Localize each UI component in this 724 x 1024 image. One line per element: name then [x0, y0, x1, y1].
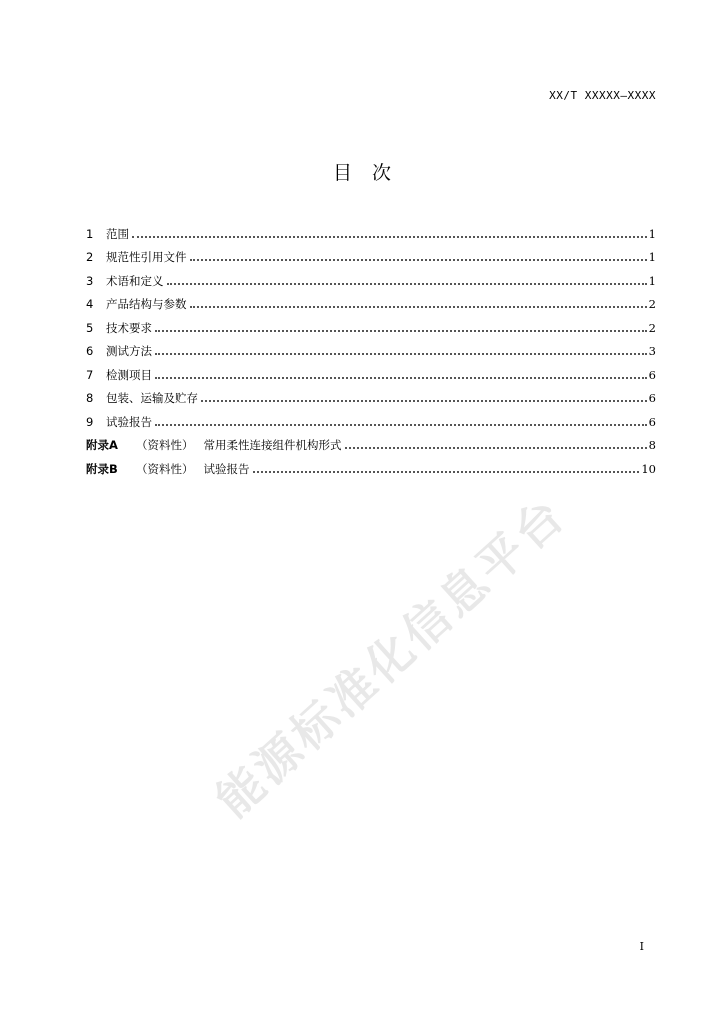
toc-entry-number: 5 — [86, 320, 94, 335]
toc-entry[interactable] — [86, 312, 656, 336]
toc-entry-number: 1 — [86, 226, 94, 241]
annex-type: （资料性） — [136, 438, 194, 452]
annex-label: 试验报告 — [203, 461, 250, 476]
toc-entry-page: 1 — [648, 226, 656, 241]
dot-leader — [155, 424, 647, 426]
toc-entry-page: 2 — [648, 320, 656, 335]
dot-leader — [190, 306, 647, 308]
toc-entry-page: 1 — [648, 250, 656, 264]
toc-entry[interactable] — [86, 406, 656, 430]
dot-leader — [155, 377, 647, 379]
toc-entry-label: 包装、运输及贮存 — [106, 391, 198, 405]
toc-entry-label: 测试方法 — [106, 344, 152, 358]
toc-entry-number: 6 — [86, 344, 94, 358]
toc-entry[interactable] — [86, 359, 656, 383]
toc-entry-number: 7 — [86, 367, 94, 382]
toc-entry-number: 2 — [86, 250, 94, 264]
toc-entry-label: 试验报告 — [106, 414, 152, 429]
toc-entry[interactable] — [86, 289, 656, 313]
toc-entry[interactable] — [86, 242, 656, 266]
toc-entry[interactable] — [86, 336, 656, 360]
toc-title: 目次 — [332, 162, 411, 184]
toc-entry-number: 3 — [86, 273, 94, 288]
dot-leader — [345, 447, 647, 449]
dot-leader — [155, 353, 647, 355]
dot-leader — [190, 259, 647, 261]
toc-entry-label: 技术要求 — [106, 320, 152, 335]
toc-entry-number: 9 — [86, 414, 94, 429]
annex-page: 10 — [641, 461, 656, 476]
annex-number: 附录A — [86, 438, 118, 452]
toc-entry-page: 6 — [648, 367, 656, 382]
toc-entry-label: 术语和定义 — [106, 273, 164, 288]
page-number: I — [639, 940, 644, 953]
annex-page: 8 — [648, 438, 656, 452]
dot-leader — [132, 236, 647, 238]
toc-entry-label: 范围 — [106, 226, 129, 241]
toc-entry-page: 6 — [648, 391, 656, 405]
table-of-contents — [86, 218, 656, 477]
toc-entry[interactable] — [86, 383, 656, 407]
dot-leader — [155, 330, 647, 332]
document-code: XX/T XXXXX—XXXX — [549, 89, 656, 102]
toc-entry-label: 检测项目 — [106, 367, 152, 382]
toc-entry-label: 产品结构与参数 — [106, 297, 187, 311]
watermark: 能源标准化信息平台 — [205, 486, 577, 828]
annex-label: 常用柔性连接组件机构形式 — [203, 438, 342, 452]
toc-entry-page: 2 — [648, 297, 656, 311]
dot-leader — [201, 400, 647, 402]
toc-entry[interactable] — [86, 218, 656, 242]
toc-entry-number: 8 — [86, 391, 94, 405]
toc-entry-label: 规范性引用文件 — [106, 250, 187, 264]
toc-entry-number: 4 — [86, 297, 94, 311]
dot-leader — [167, 283, 647, 285]
toc-annex-entry[interactable] — [86, 430, 656, 454]
dot-leader — [253, 471, 640, 473]
toc-entry-page: 1 — [648, 273, 656, 288]
annex-number: 附录B — [86, 461, 118, 476]
toc-entry[interactable] — [86, 265, 656, 289]
toc-entry-page: 6 — [648, 414, 656, 429]
toc-entry-page: 3 — [648, 344, 656, 358]
toc-annex-entry[interactable] — [86, 453, 656, 477]
annex-type: （资料性） — [136, 461, 194, 476]
